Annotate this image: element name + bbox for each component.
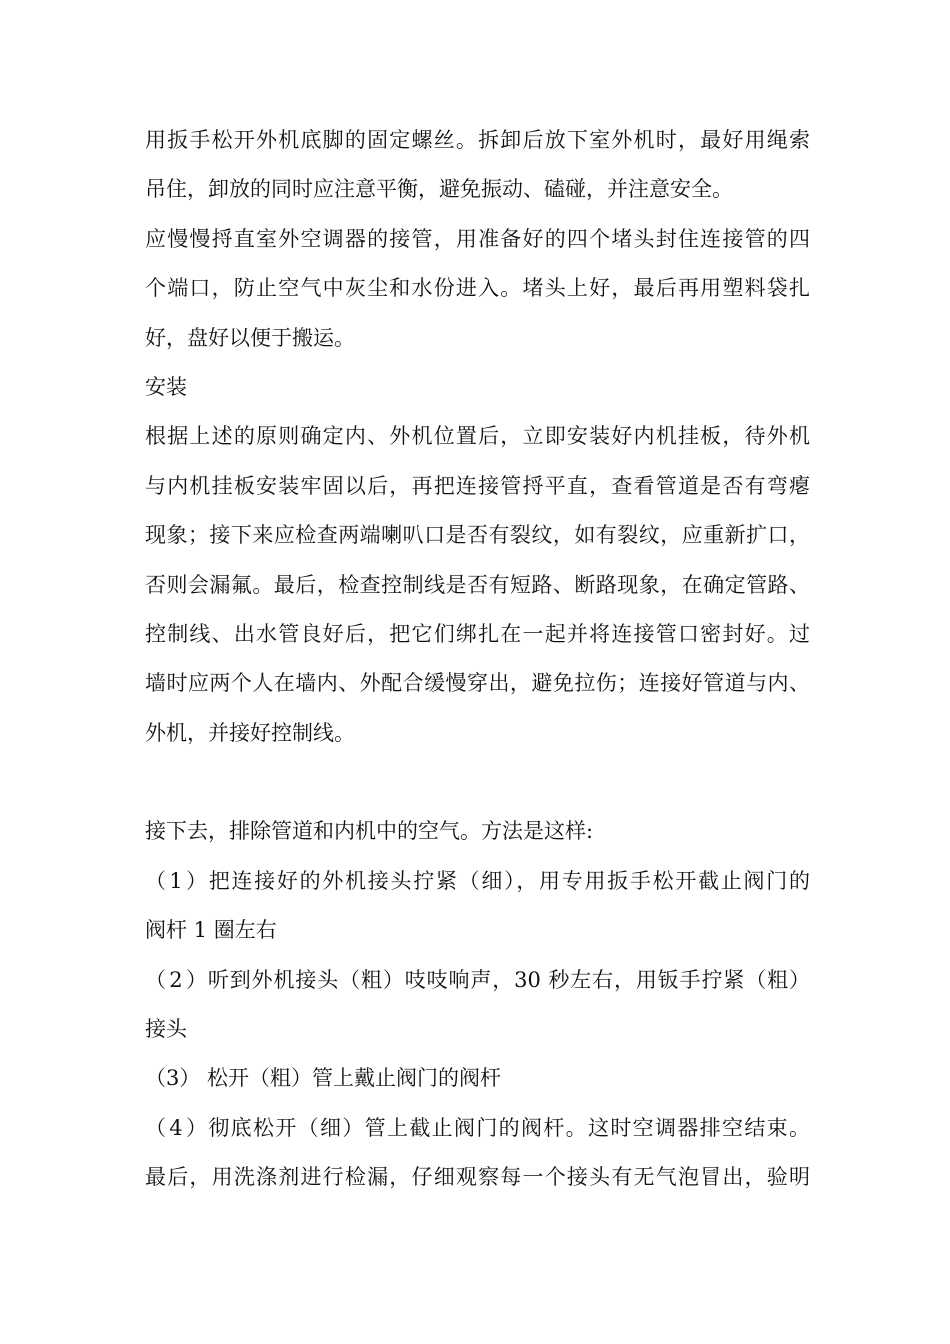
step-line (145, 1104, 810, 1153)
step-text: 松开（粗）管上戴止阀门的阀杆 (207, 1066, 501, 1091)
text-line: 用扳手松开外机底脚的固定螺丝。拆卸后放下室外机时，最好用绳索 (145, 128, 810, 152)
step-number: （1） (145, 868, 207, 893)
section-heading: 安装 (145, 374, 187, 399)
step-number: （3） (145, 1066, 201, 1091)
text-line: 吊住，卸放的同时应注意平衡，避免振动、磕碰，并注意安全。 (145, 177, 733, 202)
step-continuation: 接头 (145, 1017, 187, 1042)
text-line: 个端口，防止空气中灰尘和水份进入。堵头上好，最后再用塑料袋扎 (145, 276, 810, 301)
text-line: 应慢慢捋直室外空调器的接管，用准备好的四个堵头封住连接管的四 (145, 226, 810, 251)
step-line (145, 857, 810, 906)
text-line: 根据上述的原则确定内、外机位置后，立即安装好内机挂板，待外机 (145, 424, 810, 449)
paragraph-gap (145, 758, 810, 807)
text-line: 好，盘好以便于搬运。 (145, 325, 355, 350)
step-text: 彻底松开（细）管上截止阀门的阀杆。这时空调器排空结束。 (207, 1115, 810, 1140)
text-line: 外机，并接好控制线。 (145, 720, 355, 745)
closing-line: 最后，用洗涤剂进行检漏，仔细观察每一个接头有无气泡冒出，验明 (145, 1165, 810, 1190)
text-line: 现象；接下来应检查两端喇叭口是否有裂纹，如有裂纹，应重新扩口， (145, 523, 810, 548)
step-line (145, 956, 810, 1005)
text-line: 否则会漏氟。最后，检查控制线是否有短路、断路现象，在确定管路、 (145, 572, 810, 597)
step-continuation: 阀杆 1 圈左右 (145, 918, 277, 943)
step-number: （2） (145, 967, 207, 992)
document-body (145, 116, 810, 1203)
step-text: 把连接好的外机接头拧紧（细），用专用扳手松开截止阀门的 (207, 868, 810, 893)
text-line: 与内机挂板安装牢固以后，再把连接管捋平直，查看管道是否有弯瘪 (145, 473, 810, 498)
step-text: 听到外机接头（粗）吱吱响声，30 秒左右，用钣手拧紧（粗） (207, 967, 810, 992)
text-line: 控制线、出水管良好后，把它们绑扎在一起并将连接管口密封好。过 (145, 621, 810, 646)
step-number: （4） (145, 1115, 207, 1140)
text-line: 墙时应两个人在墙内、外配合缓慢穿出，避免拉伤；连接好管道与内、 (145, 671, 810, 696)
intro-line: 接下去，排除管道和内机中的空气。方法是这样: (145, 819, 594, 844)
step-line (145, 1054, 810, 1103)
